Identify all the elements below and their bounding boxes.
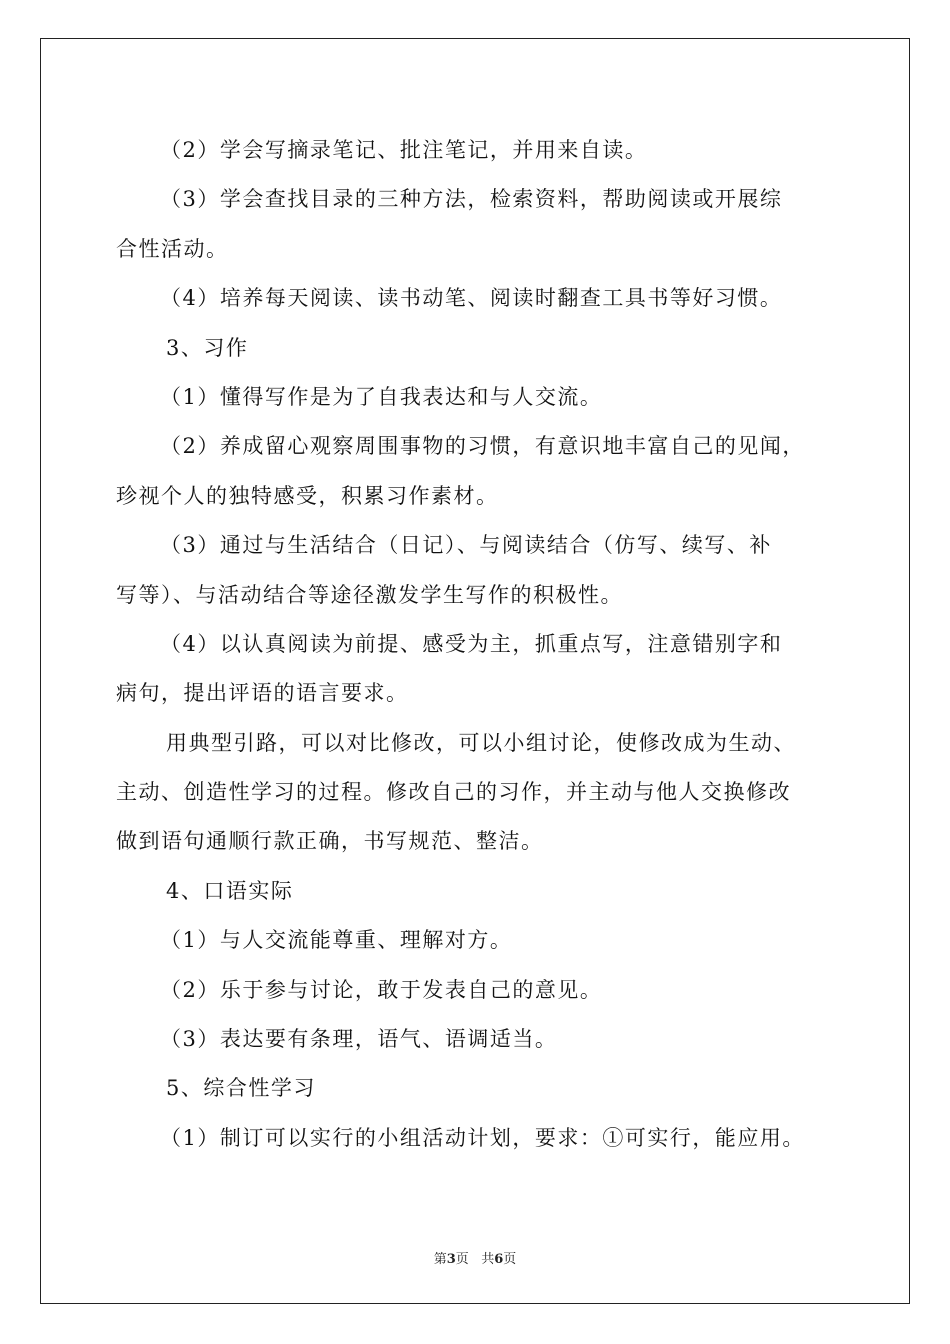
footer-prefix: 第 (433, 1252, 447, 1267)
total-pages-number: 6 (494, 1252, 504, 1267)
section-heading: 3、习作 (166, 335, 249, 360)
document-body (116, 126, 836, 1163)
footer-total-suffix: 页 (503, 1252, 517, 1267)
page-footer (0, 1248, 950, 1267)
text-line: （3）通过与生活结合（日记）、与阅读结合（仿写、续写、补 (160, 533, 772, 558)
text-line: 做到语句通顺行款正确，书写规范、整洁。 (116, 829, 544, 854)
text-line: （1）与人交流能尊重、理解对方。 (160, 928, 513, 953)
current-page-number: 3 (446, 1252, 456, 1267)
text-line: （1）制订可以实行的小组活动计划，要求：①可实行，能应用。 (160, 1125, 805, 1150)
text-line: 主动、创造性学习的过程。修改自己的习作，并主动与他人交换修改 (116, 780, 791, 805)
text-line: （2）养成留心观察周围事物的习惯，有意识地丰富自己的见闻， (160, 434, 805, 459)
footer-page-suffix: 页 (455, 1252, 469, 1267)
section-heading: 5、综合性学习 (166, 1076, 316, 1101)
text-line: （4）以认真阅读为前提、感受为主，抓重点写，注意错别字和 (160, 631, 783, 656)
text-line: 合性活动。 (116, 236, 229, 261)
section-heading: 4、口语实际 (166, 878, 294, 903)
text-line: （4）培养每天阅读、读书动笔、阅读时翻查工具书等好习惯。 (160, 286, 783, 311)
text-line: （2）乐于参与讨论，敢于发表自己的意见。 (160, 977, 603, 1002)
text-line: （2）学会写摘录笔记、批注笔记，并用来自读。 (160, 138, 648, 162)
text-line: 用典型引路，可以对比修改，可以小组讨论，使修改成为生动、 (166, 730, 796, 755)
footer-total-prefix: 共 (481, 1252, 495, 1267)
text-line: （1）懂得写作是为了自我表达和与人交流。 (160, 384, 603, 409)
text-line: （3）表达要有条理，语气、语调适当。 (160, 1027, 558, 1052)
text-line: （3）学会查找目录的三种方法，检索资料，帮助阅读或开展综 (160, 187, 783, 212)
text-line: 写等）、与活动结合等途径激发学生写作的积极性。 (116, 582, 623, 607)
text-line: 珍视个人的独特感受，积累习作素材。 (116, 483, 499, 508)
text-line: 病句，提出评语的语言要求。 (116, 681, 409, 706)
